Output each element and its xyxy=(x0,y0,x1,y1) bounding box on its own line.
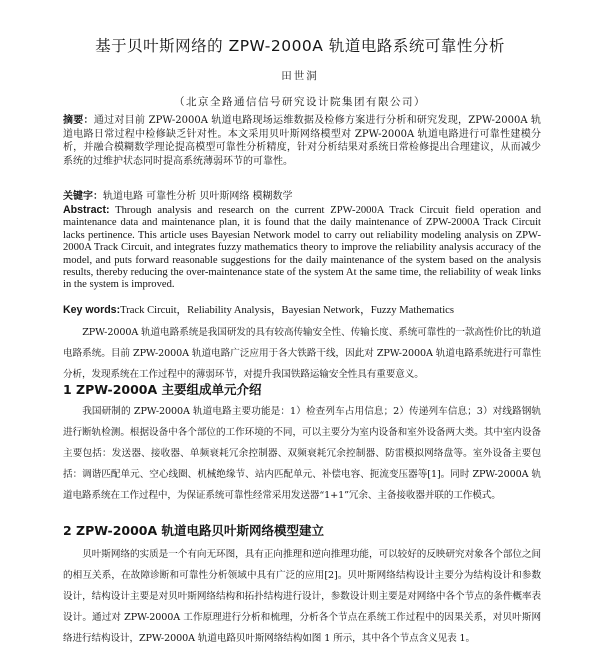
paper-title: 基于贝叶斯网络的 ZPW-2000A 轨道电路系统可靠性分析 xyxy=(95,37,505,55)
abstract-english-text: Through analysis and research on the current ZPW-2000A Track Circuit field operation and maintenance data and maintenance plan, it is found that the daily maintenance of ZPW-2000A Track Circuit lacks pertinence. This article uses Bayesian Network model to carry out reliability modeling analysis on ZPW-2000A Track Circuit, and integrates fuzzy mathematics theory to improve the reliability analysis accuracy of the model, and puts forward reasonable suggestions for the daily maintenance of the system based on the analysis results, thereby reducing the over-maintenance state of the system At the same time, the reliability of weak links in the system is improved. xyxy=(63,205,541,291)
keywords-chinese xyxy=(63,190,541,203)
abstract-english-label: Abstract: xyxy=(63,204,110,216)
section-1-paragraph: 我国研制的 ZPW-2000A 轨道电路主要功能是：1）检查列车占用信息；2）传递列车信息；3）对线路钢轨进行断轨检测。根据设备中各个部位的工作环境的不同，可以主要分为室内设备和室外设备两大类。其中室内设备主要包括：发送器、接收器、单频衰耗冗余控制器、双频衰耗冗余控制器、防雷模拟网络盘等。室外设备主要包括：调谐匹配单元、空心线圈、机械绝缘节、站内匹配单元、补偿电容、扼流变压器等[1]。同时 ZPW-2000A 轨道电路系统在工作过程中，为保证系统可靠性经常采用发送器“1+1”冗余、主备接收器并联的工作模式。 xyxy=(63,406,541,501)
keywords-english xyxy=(63,304,541,317)
author-affiliation: （北京全路通信信号研究设计院集团有限公司） xyxy=(174,96,426,108)
keywords-chinese-text: 轨道电路 可靠性分析 贝叶斯网络 模糊数学 xyxy=(103,191,293,202)
abstract-chinese-text: 通过对目前 ZPW-2000A 轨道电路现场运维数据及检修方案进行分析和研究发现，ZPW-2000A 轨道电路日常过程中检修缺乏针对性。本文采用贝叶斯网络模型对 ZPW-2000A 轨道电路进行可靠性建模分析，并融合模糊数学理论提高模型可靠性分析精度，针对分析结果对系统日常检修提出合理建议，从而减少系统的过维护状态同时提高系统薄弱环节的可靠性。 xyxy=(63,115,541,167)
author-name: 田世洞 xyxy=(281,70,319,82)
abstract-chinese xyxy=(63,114,541,168)
abstract-chinese-label: 摘要： xyxy=(63,115,94,126)
keywords-english-label: Key words: xyxy=(63,304,121,316)
section-2-heading: 2 ZPW-2000A 轨道电路贝叶斯网络模型建立 xyxy=(63,523,325,538)
intro-paragraph: ZPW-2000A 轨道电路系统是我国研发的具有较高传输安全性、传输长度、系统可靠性的一款高性价比的轨道电路系统。目前 ZPW-2000A 轨道电路广泛应用于各大铁路干线，因此对 ZPW-2000A 轨道电路系统进行可靠性分析，发现系统在工作过程中的薄弱环节，对提升我国铁路运输安全性具有重要意义。 xyxy=(63,327,541,380)
abstract-english xyxy=(63,204,541,292)
keywords-chinese-label: 关键字： xyxy=(63,191,103,202)
keywords-english-text: Track Circuit，Reliability Analysis，Bayesian Network，Fuzzy Mathematics xyxy=(120,305,454,316)
section-1-heading: 1 ZPW-2000A 主要组成单元介绍 xyxy=(63,382,262,397)
section-2-paragraph: 贝叶斯网络的实质是一个有向无环图，具有正向推理和逆向推理功能，可以较好的反映研究对象各个部位之间的相互关系，在故障诊断和可靠性分析领域中具有广泛的应用[2]。贝叶斯网络结构设计主要分为结构设计和参数设计，结构设计主要是对贝叶斯网络结构和拓扑结构进行设计，参数设计则主要是对网络中各个节点的条件概率表设计。通过对 ZPW-2000A 工作原理进行分析和梳理，分析各个节点在系统工作过程中的因果关系，对贝叶斯网络进行结构设计，ZPW-2000A 轨道电路贝叶斯网络结构如图 1 所示，其中各个节点含义见表 1。 xyxy=(63,549,541,644)
